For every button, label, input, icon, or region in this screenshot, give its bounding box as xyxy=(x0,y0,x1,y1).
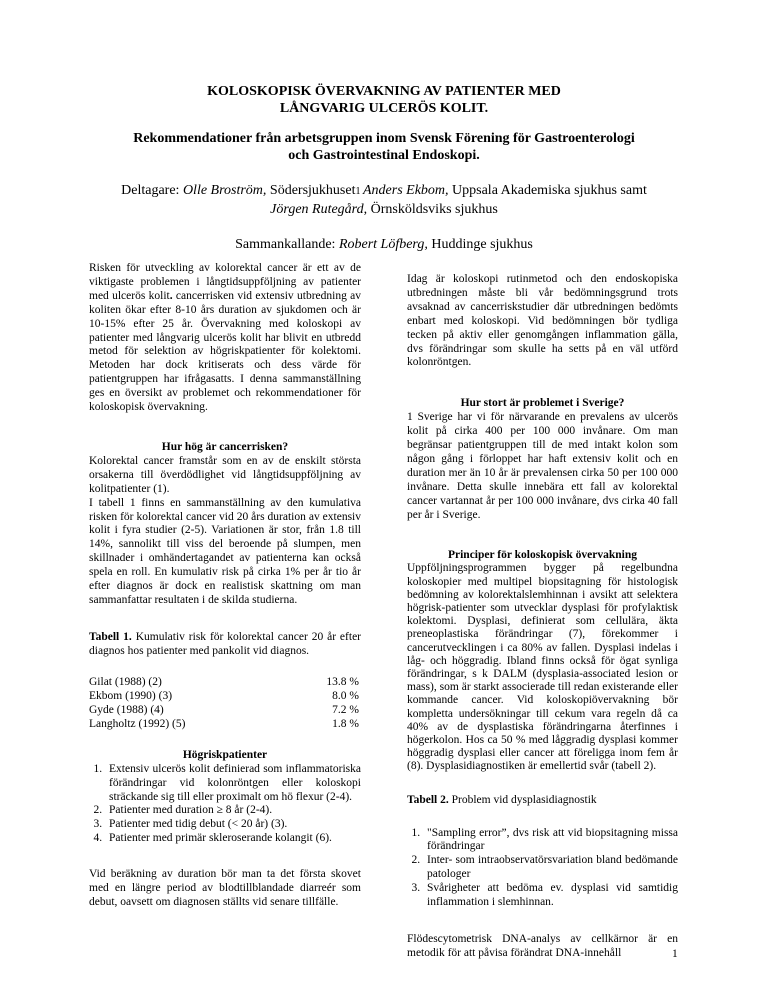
heading-sweden: Hur stort är problemet i Sverige? xyxy=(460,397,625,410)
table-1-value: 1.8 % xyxy=(332,717,359,730)
participant-separator: 1 xyxy=(355,186,363,197)
high-risk-list xyxy=(89,763,361,846)
document-title xyxy=(0,83,768,117)
high-risk-item: 4. Patienter med primär skleroserande kolangit (6). xyxy=(105,832,361,846)
table-2-caption xyxy=(407,794,678,808)
table-2-label: Tabell 2. xyxy=(407,793,449,806)
intro-text-a: Risken för utveckling av kolorektal cancer är ett av de viktigaste problemen i långtidsuppföljning av patienter med ulcerös kolit xyxy=(89,262,361,302)
participant-name: Anders Ekbom, xyxy=(362,183,449,198)
table-1 xyxy=(89,675,361,731)
page-number: 1 xyxy=(672,948,678,960)
intro-paragraph xyxy=(89,262,361,415)
participant-institution: Uppsala Akademiska sjukhus samt xyxy=(448,183,647,198)
heading-cancer-risk: Hur hög är cancerrisken? xyxy=(161,440,289,453)
duration-paragraph: Vid beräkning av duration bör man ta det första skovet med en längre period av blodtillblandade diarreér som debut, oavsett om diagnosen ställts vid senare tillfälle. xyxy=(89,868,361,908)
intro-dot: . xyxy=(169,289,173,302)
table-1-study: Gilat (1988) (2) xyxy=(89,675,162,688)
table-1-study: Gyde (1988) (4) xyxy=(89,703,164,716)
table-1-study: Ekbom (1990) (3) xyxy=(89,689,173,702)
table-1-value: 13.8 % xyxy=(326,675,359,688)
participants-line-2 xyxy=(0,201,768,219)
sweden-paragraph: 1 Sverige har vi för närvarande en prevalens av ulcerös kolit på cirka 400 per 100 000 invånare. Om man begränsar patientgruppen till de med intakt kolon som någon gång i förloppet har haft extensiv kolit och en duration mer än 10 år är prevalensen cirka 50 per 100 000 invånare. Detta skulle innebära ett fall av kolorektal cancer vartannat år per 100 000 invånare, dvs cirka 40 fall per år i Sverige. xyxy=(407,411,678,521)
table-2-list xyxy=(407,827,678,910)
intro-text-b: cancerrisken vid extensiv utbredning av koliten ökar efter 8-10 års duration av sjukdomen och är 10-15% efter 25 år. Övervakning med koloskopi av patienter med långvarig ulcerös kolit har blivit en utbredd metod för selektion av högriskpatienter för kolektomi. Metoden har dock kritiserats och dess värde för patientgruppen har ifrågasatts. I denna sammanställning ges en översikt av problemet och rekommendationer för koloskopisk övervakning. xyxy=(89,289,361,414)
title-line-1: KOLOSKOPISK ÖVERVAKNING AV PATIENTER MED xyxy=(207,84,561,99)
table-1-row xyxy=(89,689,361,703)
participant-institution: , Örnsköldsviks sjukhus xyxy=(363,202,498,217)
participant-name: Olle Broström, xyxy=(182,183,267,198)
title-line-2: LÅNGVARIG ULCERÖS KOLIT. xyxy=(279,101,489,116)
participants xyxy=(0,182,768,219)
high-risk-item: 3. Patienter med tidig debut (< 20 år) (3). xyxy=(105,818,361,832)
table-1-study: Langholtz (1992) (5) xyxy=(89,717,186,730)
table-1-row xyxy=(89,717,361,731)
right-column xyxy=(407,273,678,961)
table-2-item: 1. "Sampling error”, dvs risk att vid biopsitagning missa förändringar xyxy=(423,827,678,855)
convener-institution: Huddinge sjukhus xyxy=(427,237,533,252)
table-1-row xyxy=(89,703,361,717)
table-1-value: 8.0 % xyxy=(332,689,359,702)
participants-line-1 xyxy=(0,182,768,201)
subtitle-line-2: och Gastrointestinal Endoskopi. xyxy=(288,148,480,163)
high-risk-item: 1. Extensiv ulcerös kolit definierad som inflammatoriska förändringar vid kolonröntgen eller koloskopi sträckande sig till eller proximalt om hö flexur (2-4). xyxy=(105,763,361,805)
table-2-caption-text: Problem vid dysplasidiagnostik xyxy=(448,793,597,806)
table-1-value: 7.2 % xyxy=(332,703,359,716)
flow-cytometry-paragraph: Flödescytometrisk DNA-analys av cellkärnor är en metodik för att påvisa förändrat DNA-innehåll xyxy=(407,933,678,959)
high-risk-item: 2. Patienter med duration ≥ 8 år (2-4). xyxy=(105,804,361,818)
participants-label: Deltagare: xyxy=(121,183,183,198)
risk-paragraph-2: I tabell 1 finns en sammanställning av den kumulativa risken för kolorektal cancer vid 20 års duration av extensiv kolit i fyra studier (2-5). Variationen är stor, från 1.8 till 14%, sannolikt till viss del beroende på slumpen, men skillnader i omhändertagandet av patienterna kan också spela en roll. En kumulativ risk på cirka 1% per år tio år efter diagnos är dock en realistisk skattning om man sammanfattar resultaten i de skilda studierna. xyxy=(89,496,361,606)
convener-label: Sammankallande: xyxy=(235,237,339,252)
subtitle-line-1: Rekommendationer från arbetsgruppen inom Svensk Förening för Gastroenterologi xyxy=(133,131,635,146)
table-1-row xyxy=(89,675,361,689)
heading-high-risk: Högriskpatienter xyxy=(182,748,268,761)
heading-principles: Principer för koloskopisk övervakning xyxy=(447,548,638,561)
right-intro-paragraph: Idag är koloskopi rutinmetod och den endoskopiska utbredningen måste bli vår bedömningsgrund trots avsaknad av cancerriskstudier där utbredningen bedömts enbart med koloskopi. Vid bedömningen bör tydliga tecken på aktiv eller genomgången inflammation gälla, dvs förändringar som skulle ha setts på en väl utförd kolonröntgen. xyxy=(407,273,678,369)
table-1-caption xyxy=(89,630,361,658)
table-1-caption-text: Kumulativ risk för kolorektal cancer 20 år efter diagnos hos patienter med pankolit vid diagnos. xyxy=(89,630,361,657)
risk-paragraph-1: Kolorektal cancer framstår som en av de enskilt största orsakerna till överdödlighet vid långtidsuppföljning av kolitpatienter (1). xyxy=(89,454,361,495)
document-subtitle xyxy=(0,130,768,164)
convener-name: Robert Löfberg, xyxy=(338,237,428,252)
principles-paragraph: Uppföljningsprogrammen bygger på regelbundna koloskopier med multipel biopsitagning för histologisk bedömning av kolorektalslemhinnan i avsikt att selektera högrisk-patienter som utvecklar dysplasi för profylaktisk kolektomi. Dysplasi, definierat som cellulära, äkta preneoplastiska förändringar (7), förekommer i cancerutvecklingen i ca 80% av fallen. Dysplasi indelas i låg- och höggradig. Ibland finns också för ögat synliga förändringar, s k DALM (dysplasia-associated lesion or mass), som är starkt associerade till redan existerande eller kommande cancer. Vid koloskopiövervakning bör kompletta undersökningar till cekum vara regeln då ca 40% av de dysplastiska förändringarna återfinnes i högerkolon. Hos ca 50 % med låggradig dysplasi kommer höggradig dysplasi eller cancer att föreligga inom fem år (8). Dysplasidiagnostiken är emellertid svår (tabell 2). xyxy=(407,562,678,773)
table-1-label: Tabell 1. xyxy=(89,630,132,643)
convener xyxy=(0,236,768,254)
participant-institution: Södersjukhuset xyxy=(266,183,356,198)
table-2-item: 3. Svårigheter att bedöma ev. dysplasi vid samtidig inflammation i slemhinnan. xyxy=(423,882,678,910)
table-2-item: 2. Inter- som intraobservatörsvariation bland bedömande patologer xyxy=(423,854,678,882)
participant-name: Jörgen Rutegård xyxy=(270,202,364,217)
left-column xyxy=(89,262,361,910)
